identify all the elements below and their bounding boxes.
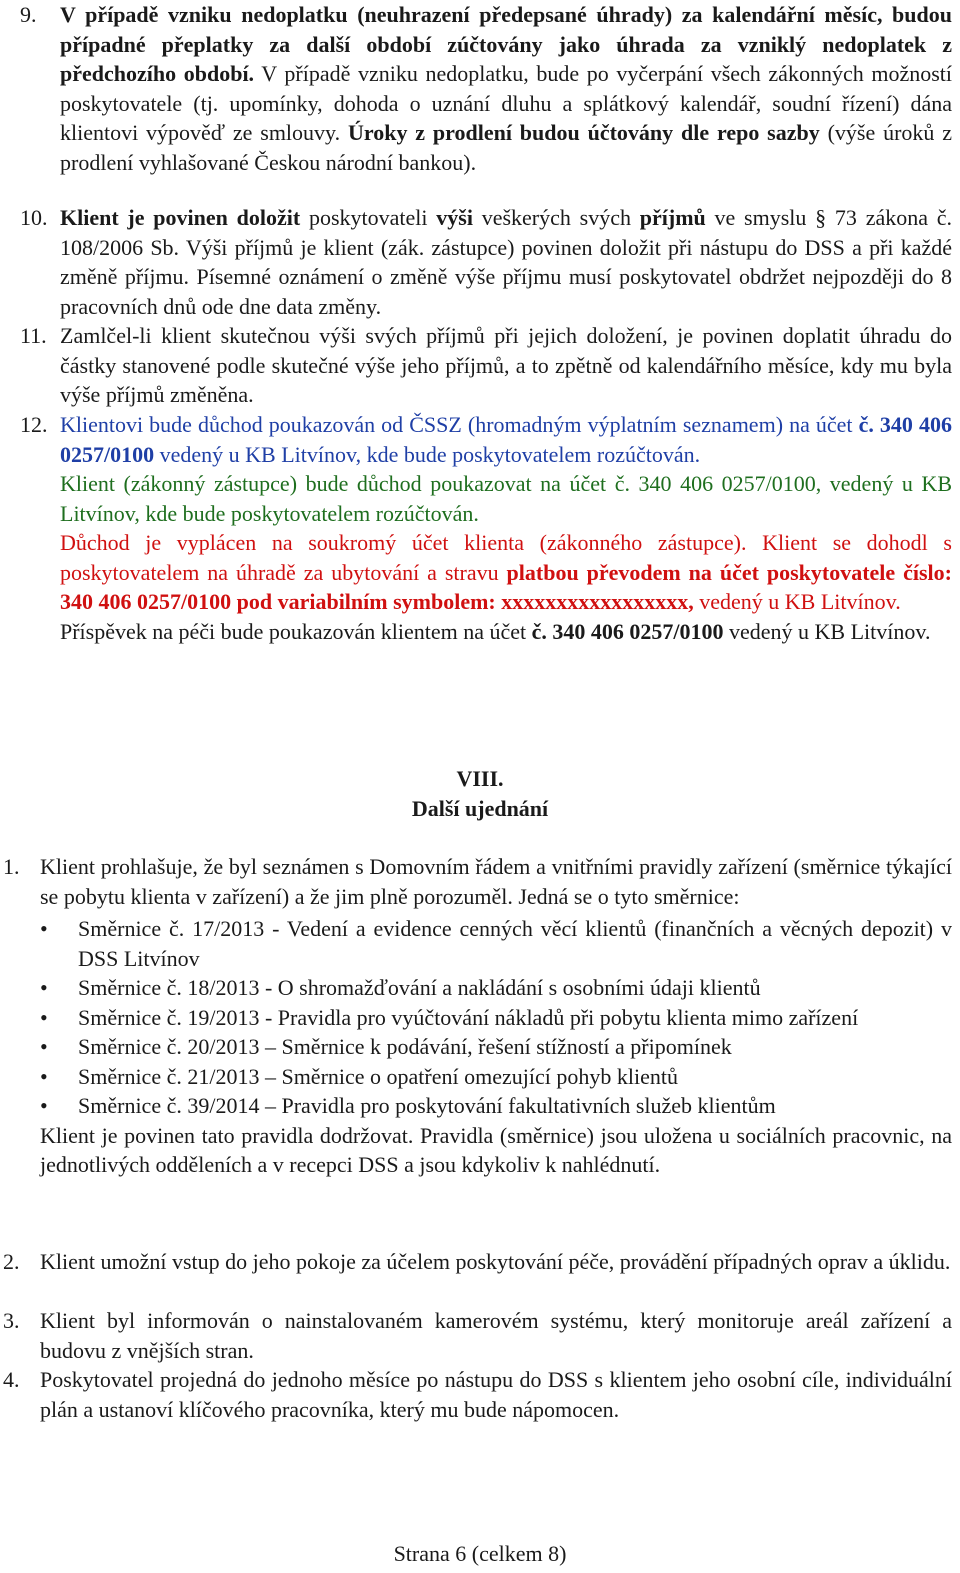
item-outro: Klient je povinen tato pravidla dodržovat. Pravidla (směrnice) jsou uložena u sociálních pracovnic, na jednotlivých odděleních a v recepci DSS a jsou kdykoliv k nahlédnutí. bbox=[40, 1122, 952, 1177]
paragraph-9 bbox=[0, 0, 952, 177]
text: (výše úroků z prodlení vyhlašované Českou národní bankou). bbox=[60, 120, 953, 175]
item-number: 4. bbox=[3, 1367, 20, 1392]
directive-list-item bbox=[0, 914, 952, 973]
item-number: 2. bbox=[3, 1249, 20, 1274]
bullet-icon: • bbox=[40, 1063, 48, 1089]
directive-text: Směrnice č. 18/2013 - O shromažďování a nakládání s osobními údaji klientů bbox=[78, 975, 761, 1000]
paragraph-body bbox=[60, 410, 952, 646]
paragraph-body: Zamlčel-li klient skutečnou výši svých příjmů při jejich doložení, je povinen doplatit úhradu do částky stanovené podle skutečné výše jeho příjmů, a to zpětně od kalendářního měsíce, kdy mu byla výše příjmů změněna. bbox=[60, 323, 952, 407]
bullet-icon: • bbox=[40, 1034, 48, 1059]
directive-list-item bbox=[0, 973, 952, 1003]
paragraph-number: 9. bbox=[20, 2, 37, 27]
directive-list-item bbox=[0, 1062, 952, 1092]
blue-paragraph bbox=[60, 410, 952, 469]
bold-text: příjmů bbox=[639, 205, 706, 230]
text: poskytovateli bbox=[300, 205, 437, 230]
bold-text: výši bbox=[436, 205, 473, 230]
text: Důchod je vyplácen na soukromý účet klienta (zákonného zástupce). Klient se dohodl s poskytovatelem na úhradě za ubytování a stravu bbox=[60, 530, 952, 585]
section-item-1 bbox=[0, 852, 952, 1180]
item-number: 3. bbox=[3, 1308, 20, 1333]
bold-text: Úroky z prodlení budou účtovány dle repo sazby bbox=[347, 120, 820, 145]
item-intro: Klient prohlašuje, že byl seznámen s Domovním řádem a vnitřními pravidly zařízení (směrnice týkající se pobytu klienta v zařízení) a že jim plně porozuměl. Jedná se o tyto směrnice: bbox=[40, 854, 952, 909]
text: vedený u KB Litvínov. bbox=[693, 589, 901, 614]
bullet-icon: • bbox=[40, 1093, 48, 1118]
directive-list-item bbox=[0, 1003, 952, 1033]
directive-text: Směrnice č. 19/2013 - Pravidla pro vyúčtování nákladů při pobytu klienta mimo zařízení bbox=[78, 1004, 859, 1030]
directive-list-item bbox=[0, 1091, 952, 1121]
paragraph-number: 10. bbox=[20, 205, 48, 230]
section-title: Další ujednání bbox=[411, 796, 549, 821]
directive-text: Směrnice č. 20/2013 – Směrnice k podávání, řešení stížností a připomínek bbox=[78, 1034, 732, 1059]
paragraph-number: 12. bbox=[20, 412, 48, 437]
text: V případě vzniku nedoplatku, bude po vyčerpání všech zákonných možností poskytovatele (tj. upomínky, dohoda o uznání dluhu a splátkový kalendář, soudní řízení) dána klientovi výpověď ze smlouvy. bbox=[60, 61, 952, 145]
paragraph-11 bbox=[0, 321, 952, 410]
item-text: Klient byl informován o nainstalovaném kamerovém systému, který monitoruje areál zařízení a budovu z vnějších stran. bbox=[40, 1308, 952, 1363]
directive-text: Směrnice č. 21/2013 – Směrnice o opatření omezující pohyb klientů bbox=[78, 1063, 678, 1089]
green-paragraph: Klient (zákonný zástupce) bude důchod poukazovat na účet č. 340 406 0257/0100, vedený u KB Litvínov, kde bude poskytovatelem rozúčtován. bbox=[60, 471, 952, 526]
payment-details: platbou převodem na účet poskytovatele číslo: 340 406 0257/0100 pod variabilním symbolem: xxxxxxxxxxxxxxxxx, bbox=[60, 559, 952, 614]
text: Klientovi bude důchod poukazován od ČSSZ (hromadným výplatním seznamem) na účet bbox=[60, 412, 859, 437]
directive-text: Směrnice č. 39/2014 – Pravidla pro poskytování fakultativních služeb klientům bbox=[78, 1093, 776, 1118]
item-text: Poskytovatel projedná do jednoho měsíce po nástupu do DSS s klientem jeho osobní cíle, individuální plán a ustanoví klíčového pracovníka, který mu bude nápomocen. bbox=[40, 1367, 952, 1422]
account-number: č. 340 406 0257/0100 bbox=[60, 412, 952, 467]
item-text: Klient umožní vstup do jeho pokoje za účelem poskytování péče, provádění případných oprav a úklidu. bbox=[40, 1249, 951, 1274]
paragraph-10 bbox=[0, 203, 952, 321]
bold-text: Klient je povinen doložit bbox=[60, 205, 301, 230]
directive-list-item bbox=[0, 1032, 952, 1062]
bullet-icon: • bbox=[40, 975, 48, 1000]
black-paragraph bbox=[60, 617, 952, 647]
section-item-2 bbox=[0, 1247, 952, 1277]
paragraph-12 bbox=[0, 410, 952, 646]
directive-text: Směrnice č. 17/2013 - Vedení a evidence cenných věcí klientů (finančních a věcných depozit) v DSS Litvínov bbox=[78, 916, 952, 971]
account-number: č. 340 406 0257/0100 bbox=[531, 618, 724, 644]
text: vedený u KB Litvínov, kde bude poskytovatelem rozúčtován. bbox=[154, 441, 701, 467]
section-item-3 bbox=[0, 1306, 952, 1365]
text: veškerých svých bbox=[472, 205, 640, 230]
paragraph-number: 11. bbox=[20, 323, 47, 348]
page-footer: Strana 6 (celkem 8) bbox=[393, 1541, 567, 1566]
text: vedený u KB Litvínov. bbox=[723, 618, 931, 644]
directive-list bbox=[0, 914, 952, 1121]
text: Příspěvek na péči bude poukazován klientem na účet bbox=[60, 618, 532, 644]
paragraph-body bbox=[60, 0, 952, 177]
bold-text: V případě vzniku nedoplatku (neuhrazení předepsané úhrady) za kalendářní měsíc, budou případné přeplatky za další období zúčtovány jako úhrada za vzniklý nedoplatek z předchozího období. bbox=[60, 2, 952, 86]
bullet-icon: • bbox=[40, 1004, 48, 1030]
section-numeral: VIII. bbox=[456, 766, 504, 791]
paragraph-body bbox=[60, 203, 952, 321]
section-item-4 bbox=[0, 1365, 952, 1424]
bullet-icon: • bbox=[40, 916, 48, 941]
item-number: 1. bbox=[3, 854, 20, 879]
red-paragraph bbox=[60, 528, 952, 617]
text: ve smyslu § 73 zákona č. 108/2006 Sb. Výši příjmů je klient (zák. zástupce) povinen doložit při nástupu do DSS a při každé změně příjmu. Písemné oznámení o změně výše příjmu musí poskytovatel obdržet nejpozději do 8 pracovních dnů ode dne data změny. bbox=[60, 205, 953, 319]
